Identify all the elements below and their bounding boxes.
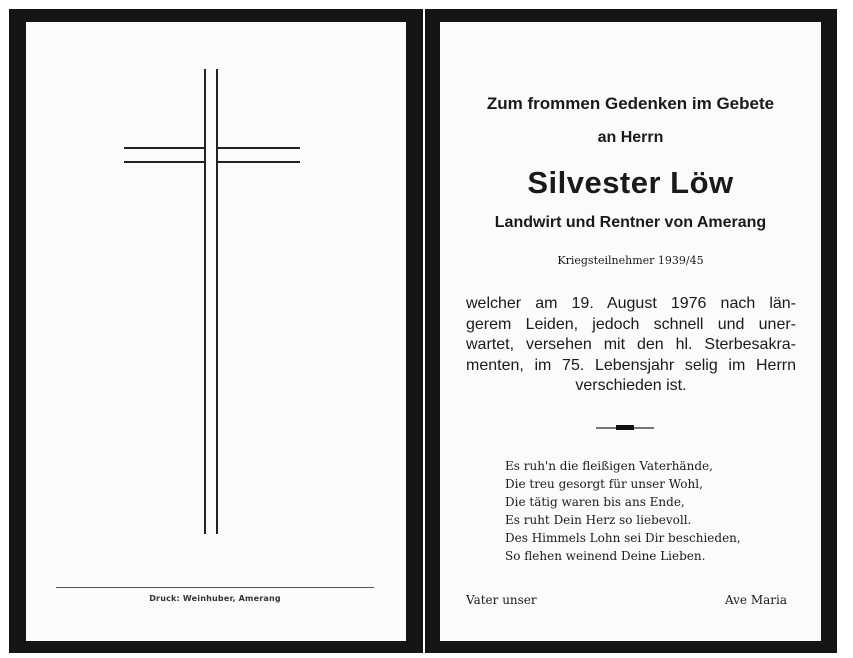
ornament-divider [596,427,654,429]
occupation: Landwirt und Rentner von Amerang [494,214,767,231]
poem-line: Es ruht Dein Herz so liebevoll. [505,513,692,527]
obituary-line: gerem Leiden, jedoch schnell und uner- [466,315,796,333]
printer-credit: Druck: Weinhuber, Amerang [149,594,281,603]
deceased-name: Silvester Löw [527,165,734,200]
prayer-vater-unser: Vater unser [466,593,537,607]
right-panel [440,22,821,641]
obituary-line: menten, im 75. Lebensjahr selig im Herrn [466,356,796,374]
obituary-line: verschieden ist. [575,377,687,394]
war-note: Kriegsteilnehmer 1939/45 [557,254,704,267]
prayer-ave-maria: Ave Maria [724,593,787,607]
cross-vertical-beam [204,69,218,534]
obituary-text [466,294,796,397]
obituary-line: welcher am 19. August 1976 nach län- [466,295,796,312]
memorial-card-left [9,9,423,653]
poem [505,457,785,565]
memorial-card-right [425,9,837,653]
poem-line: Des Himmels Lohn sei Dir beschieden, [505,531,741,545]
poem-line: Es ruh'n die fleißigen Vaterhände, [505,459,713,473]
cross-intersection [206,147,216,163]
poem-line: Die treu gesorgt für unser Wohl, [505,477,703,491]
obituary-line: wartet, versehen mit den hl. Sterbesakra- [466,336,796,353]
poem-line: Die tätig waren bis ans Ende, [505,495,685,509]
printer-divider [56,587,374,588]
intro-heading: Zum frommen Gedenken im Gebete [486,94,775,113]
poem-line: So flehen weinend Deine Lieben. [505,549,706,563]
left-panel [26,22,406,641]
salutation: an Herrn [597,129,664,146]
